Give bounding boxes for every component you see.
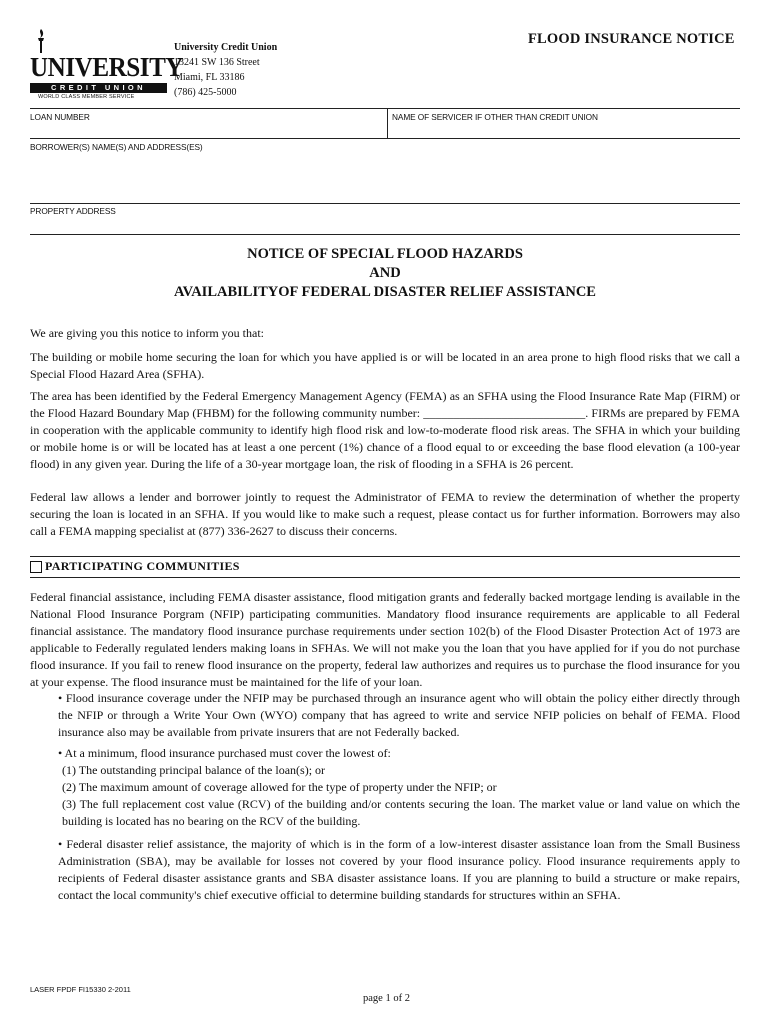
street-address: 13241 SW 136 Street	[174, 57, 260, 68]
sfha-paragraph: The building or mobile home securing the loan for which you have applied is or will be located in an area prone to high flood risks that we call a Special Flood Hazard Area (SFHA).	[30, 350, 740, 381]
form-identifier: LASER FPDF FI15330 2-2011	[30, 985, 131, 994]
disaster-relief-bullet: • Federal disaster relief assistance, the majority of which is in the form of a low-interest disaster assistance loan from the Small Business Administration (SBA), may be available for losses not covered by your flood insurance policy. Flood insurance requirements apply to recipients of Federal disaster assistance grants and SBA disaster assistance loans. If you are planning to build a structure or make repairs, contact the local community's chief executive official to determine building standards for structures within an SFHA.	[58, 837, 740, 902]
section-title: PARTICIPATING COMMUNITIES	[45, 559, 240, 573]
city-state-zip: Miami, FL 33186	[174, 72, 245, 83]
field-divider	[387, 108, 388, 138]
borrower-names-field[interactable]: BORROWER(S) NAME(S) AND ADDRESS(ES)	[30, 142, 203, 152]
section-top-rule	[30, 556, 740, 557]
phone-number: (786) 425-5000	[174, 87, 237, 98]
logo-tagline: WORLD CLASS MEMBER SERVICE	[38, 94, 135, 100]
logo-bar: CREDIT UNION	[30, 83, 167, 93]
row-divider	[30, 203, 740, 204]
notice-heading-line-2: AND	[369, 265, 401, 281]
institution-name: University Credit Union	[174, 42, 278, 53]
notice-title: FLOOD INSURANCE NOTICE	[528, 31, 735, 47]
credit-union-logo	[30, 28, 184, 104]
section-bottom-rule	[30, 577, 740, 578]
review-paragraph: Federal law allows a lender and borrower jointly to request the Administrator of FEMA to review the determination of whether the property securing the loan is located in an SFHA. If you would like to make such a request, please contact us for further information. Borrowers may also call a FEMA mapping specialist at (877) 336-2627 to discuss their concerns.	[30, 490, 740, 538]
notice-heading-line-1: NOTICE OF SPECIAL FLOOD HAZARDS	[247, 246, 523, 262]
logo-wordmark: UNIVERSITY	[30, 52, 184, 82]
servicer-name-field[interactable]: NAME OF SERVICER IF OTHER THAN CREDIT UNION	[392, 112, 598, 122]
minimum-coverage-bullet: • At a minimum, flood insurance purchased must cover the lowest of:	[58, 746, 391, 760]
intro-paragraph: We are giving you this notice to inform you that:	[30, 326, 264, 340]
coverage-item-2: (2) The maximum amount of coverage allowed for the type of property under the NFIP; or	[62, 780, 497, 794]
nfip-bullet: • Flood insurance coverage under the NFIP may be purchased through an insurance agent who will obtain the policy either directly through the NFIP or through a Write Your Own (WYO) company that has agreed to write and service NFIP policies on behalf of FEMA. Flood insurance also may be available from private insurers that are not Federally backed.	[58, 691, 740, 739]
notice-heading-line-3: AVAILABILITYOF FEDERAL DISASTER RELIEF ASSISTANCE	[174, 284, 596, 300]
page-number: page 1 of 2	[363, 993, 410, 1004]
loan-number-field[interactable]: LOAN NUMBER	[30, 112, 90, 122]
participating-communities-checkbox[interactable]	[30, 561, 42, 573]
participating-paragraph: Federal financial assistance, including FEMA disaster assistance, flood mitigation grants and federally backed mortgage lending is available in the National Flood Insurance Porgram (NFIP) participating communities. Mandatory flood insurance requirements are applicable to all Federal financial assistance. The mandatory flood insurance purchase requirements under section 102(b) of the Flood Disaster Protection Act of 1973 are applicable to Federally regulated lenders making loans in SFHAs. We will not make you the loan that you have applied for if you do not purchase flood insurance. If you fail to renew flood insurance on the property, federal law authorizes and requires us to purchase the flood insurance for you at your expense. The flood insurance must be maintained for the life of your loan.	[30, 590, 740, 689]
fema-paragraph: The area has been identified by the Federal Emergency Management Agency (FEMA) as an SFHA using the Flood Insurance Rate Map (FIRM) or the Flood Hazard Boundary Map (FHBM) for the following community number: ___________________________. FIRMs are prepared by FEMA in cooperation with the applicable community to identify high flood risk and low-to-moderate flood risk areas. The SFHA in which your building or mobile home is or will be located has at least a one percent (1%) chance of a flood equal to or exceeding the base flood elevation (a 100-year flood) in any given year. During the life of a 30-year mortgage loan, the risk of flooding in a SFHA is 26 percent.	[30, 389, 740, 471]
property-address-field[interactable]: PROPERTY ADDRESS	[30, 206, 116, 216]
credit-union-address	[174, 40, 277, 100]
coverage-item-3: (3) The full replacement cost value (RCV) of the building and/or contents securing the loan. The market value or land value on which the building is located has no bearing on the RCV of the building.	[62, 797, 740, 828]
coverage-item-1: (1) The outstanding principal balance of the loan(s); or	[62, 763, 326, 777]
torch-icon	[34, 28, 48, 54]
row-divider	[30, 234, 740, 235]
header-divider	[30, 108, 740, 109]
row-divider	[30, 138, 740, 139]
